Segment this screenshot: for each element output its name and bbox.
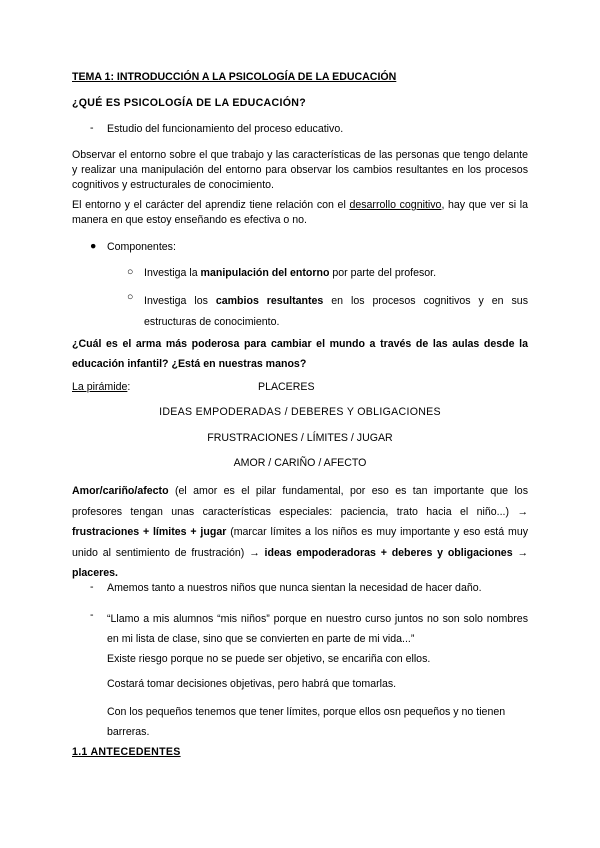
dash-marker: - xyxy=(90,609,94,621)
section-heading: 1.1 ANTECEDENTES xyxy=(72,746,181,758)
dash-marker: - xyxy=(90,122,94,134)
paragraph-observar: Observar el entorno sobre el que trabajo y las características de las personas que tengo delante y realizar una manipulación del entorno para observar los cambios resultantes en los procesos cognitivos y estructurales de conocimiento. xyxy=(72,149,528,191)
paragraph-entorno: El entorno y el carácter del aprendiz tiene relación con el desarrollo cognitivo, hay que ver si la manera en que estoy enseñando es efectiva o no. xyxy=(72,199,528,226)
paragraph-amor: Amor/cariño/afecto (el amor es el pilar fundamental, por eso es tan importante que los profesores tengan unas características especiales: paciencia, trato hacia el niño...) → frustraciones + límites + jugar (marcar límites a los niños es muy importante y eso está muy unido al sentimiento de frustración) → ideas empoderadoras + deberes y obligaciones → placeres. xyxy=(72,485,529,579)
pyramid-level-1: PLACERES xyxy=(258,381,315,393)
desarrollo-cognitivo-link: desarrollo cognitivo xyxy=(349,199,442,211)
quote-amemos: Amemos tanto a nuestros niños que nunca sientan la necesidad de hacer daño. xyxy=(107,582,482,594)
definition-item: Estudio del funcionamiento del proceso educativo. xyxy=(107,123,344,135)
question-arma: ¿Cuál es el arma más poderosa para cambiar el mundo a través de las aulas desde la educación infantil? ¿Está en nuestras manos? xyxy=(72,338,528,370)
note-riesgo: Existe riesgo porque no se puede ser objetivo, se encariña con ellos. xyxy=(107,653,431,665)
pyramid-label: La pirámide: xyxy=(72,381,131,393)
question-heading: ¿QUÉ ES PSICOLOGÍA DE LA EDUCACIÓN? xyxy=(72,97,306,109)
component-item: Investiga los cambios resultantes en los procesos cognitivos y en sus estructuras de conocimiento. xyxy=(144,295,528,328)
page-title: TEMA 1: INTRODUCCIÓN A LA PSICOLOGÍA DE LA EDUCACIÓN xyxy=(72,71,397,83)
circle-bullet-icon: ○ xyxy=(127,266,134,278)
component-item: Investiga la manipulación del entorno por parte del profesor. xyxy=(144,267,437,279)
pyramid-level-4: AMOR / CARIÑO / AFECTO xyxy=(233,457,367,469)
bullet-icon: ● xyxy=(90,240,97,252)
dash-marker: - xyxy=(90,581,94,593)
components-label: Componentes: xyxy=(107,241,176,253)
pyramid-level-2: IDEAS EMPODERADAS / DEBERES Y OBLIGACIONES xyxy=(159,406,441,418)
pyramid-level-3: FRUSTRACIONES / LÍMITES / JUGAR xyxy=(207,432,393,444)
quote-mis-ninos: “Llamo a mis alumnos “mis niños” porque en nuestro curso juntos no son solo nombres en mi lista de clase, sino que se convierten en parte de mi vida...” xyxy=(107,613,528,645)
note-decisiones: Costará tomar decisiones objetivas, pero habrá que tomarlas. xyxy=(107,678,397,690)
note-limites: Con los pequeños tenemos que tener límites, porque ellos osn pequeños y no tienen barreras. xyxy=(107,706,506,738)
circle-bullet-icon: ○ xyxy=(127,291,134,303)
